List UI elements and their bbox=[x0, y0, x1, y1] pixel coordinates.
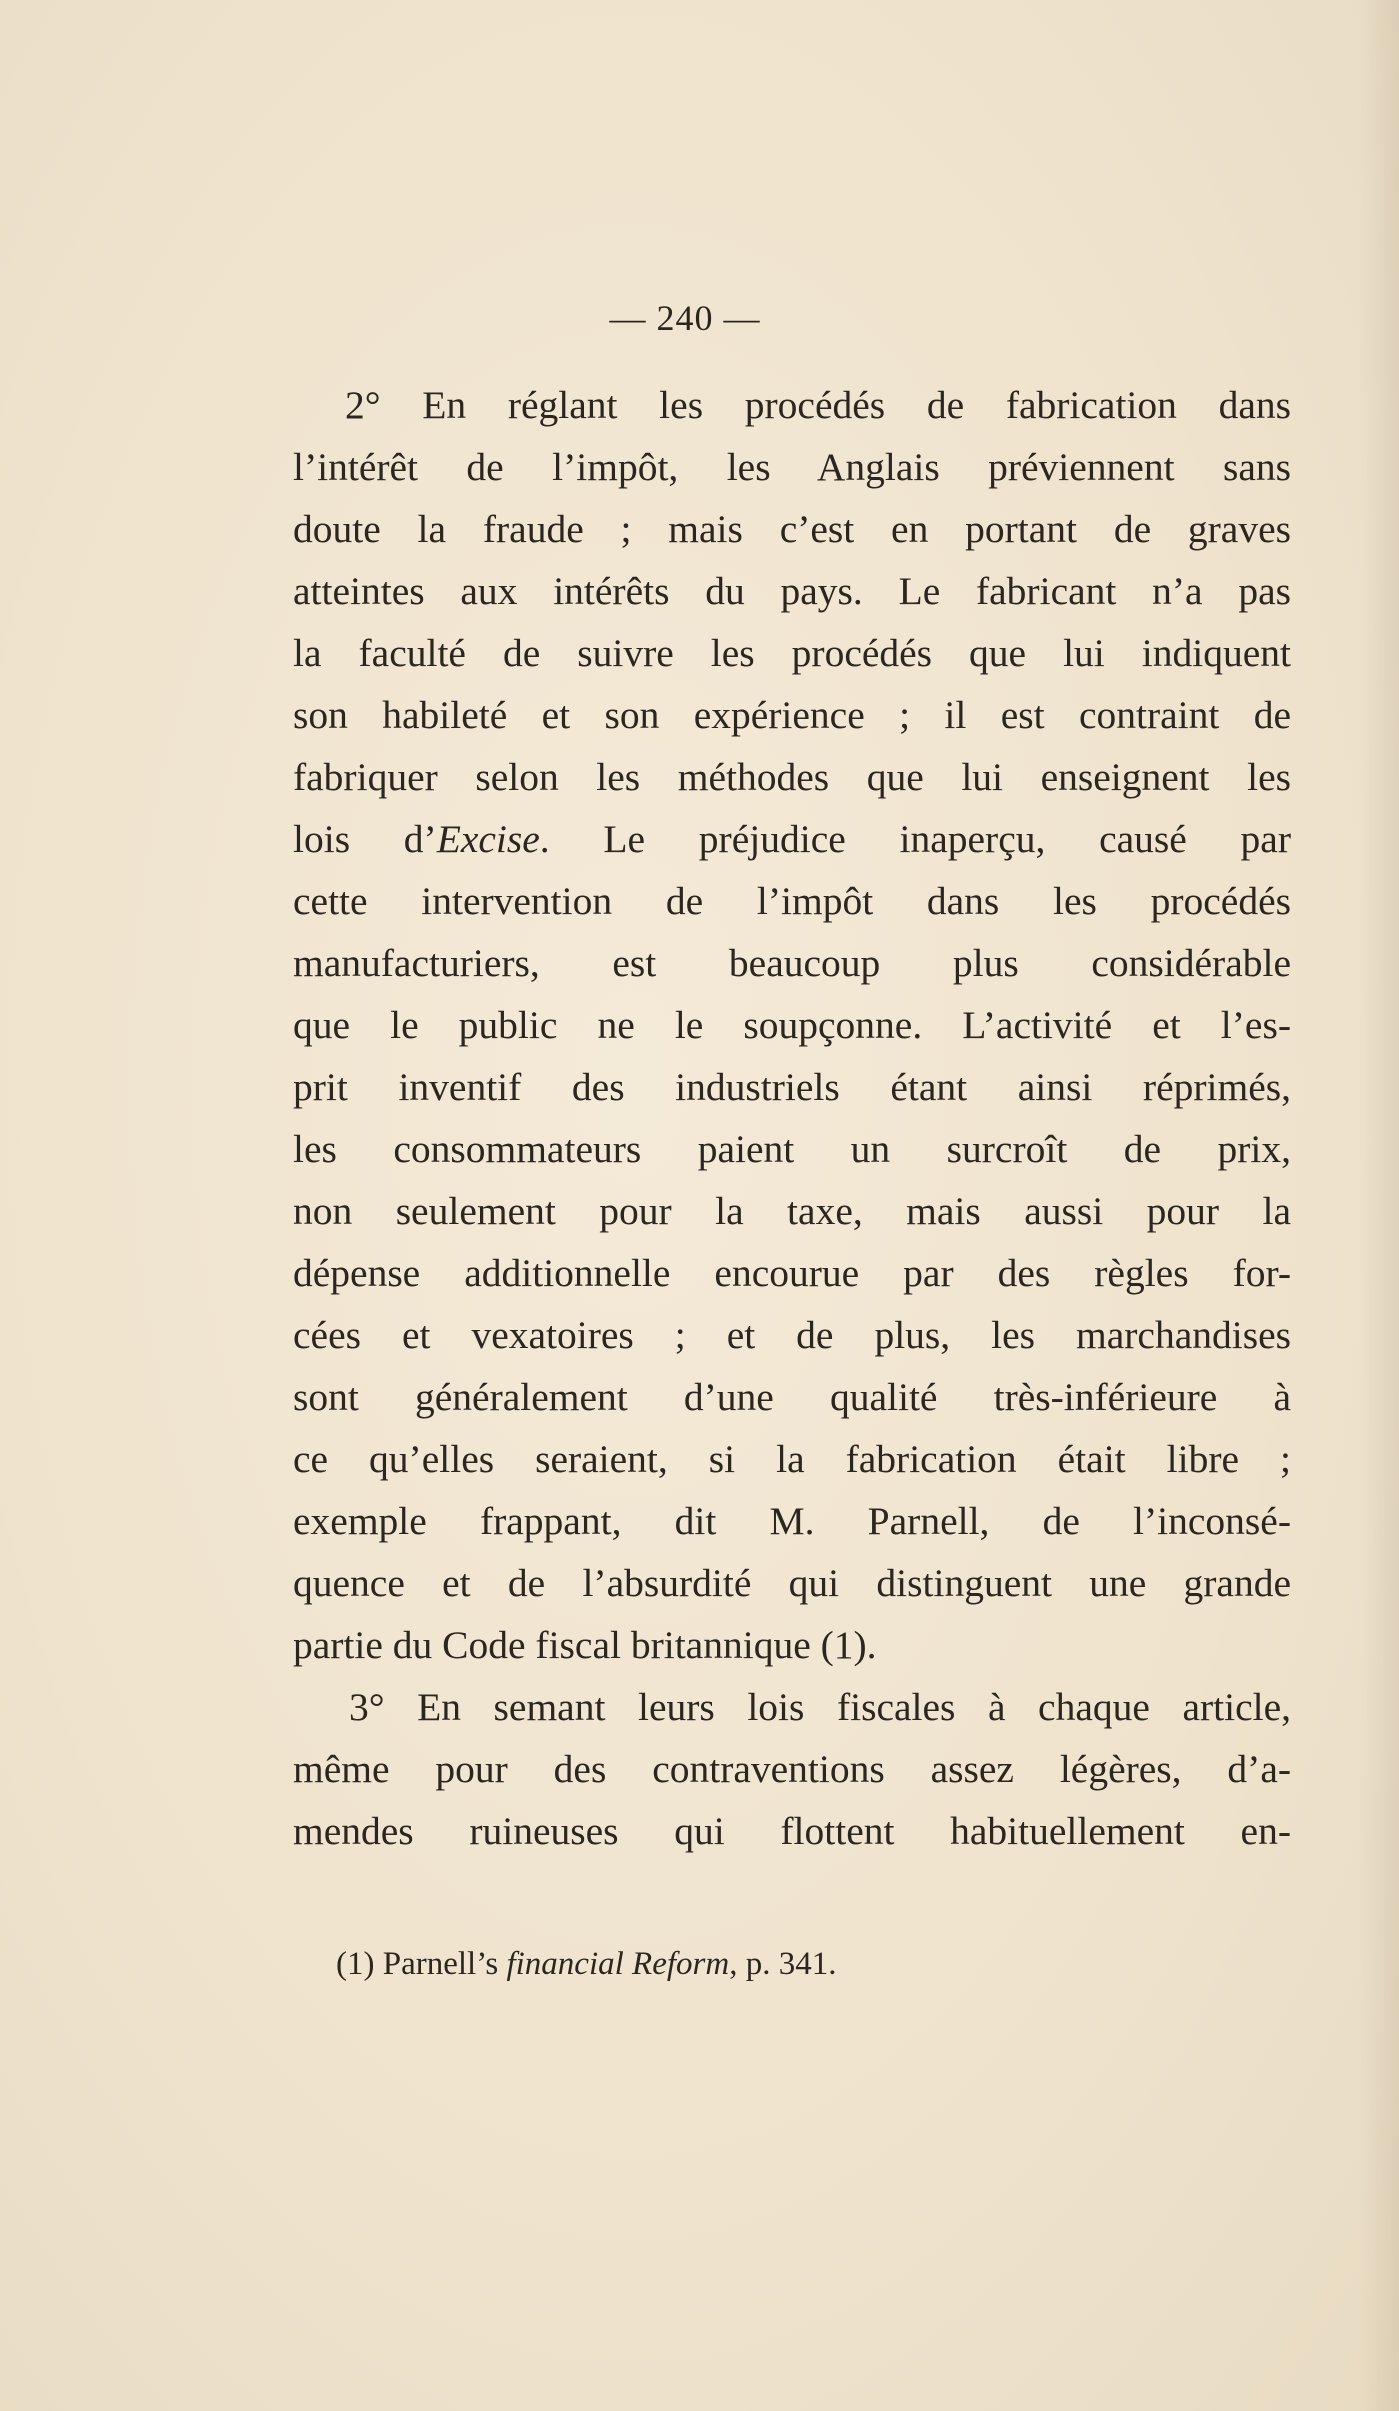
text-line: exemple frappant, dit M. Parnell, de l’inconsé- bbox=[293, 1499, 1291, 1543]
footnote-title: financial Reform bbox=[506, 1946, 730, 1982]
text-line: atteintes aux intérêts du pays. Le fabricant n’a pas bbox=[293, 569, 1291, 613]
text-line: 2° En réglant les procédés de fabrication dans bbox=[345, 383, 1291, 427]
body-text bbox=[293, 374, 1291, 1862]
text-line: les consommateurs paient un surcroît de prix, bbox=[293, 1127, 1291, 1171]
footnote-marker: (1) Parnell’s bbox=[336, 1946, 507, 1982]
text-line: que le public ne le soupçonne. L’activité et l’es- bbox=[293, 1003, 1291, 1047]
text-line: non seulement pour la taxe, mais aussi pour la bbox=[293, 1189, 1291, 1233]
text-line: l’intérêt de l’impôt, les Anglais préviennent sans bbox=[293, 445, 1291, 489]
text-line: même pour des contraventions assez légères, d’a- bbox=[293, 1747, 1291, 1791]
page-edge-shadow bbox=[1359, 0, 1399, 2411]
text-fragment: . Le préjudice inaperçu, causé par bbox=[539, 817, 1291, 861]
text-line: fabriquer selon les méthodes que lui enseignent les bbox=[293, 755, 1291, 799]
text-line: ce qu’elles seraient, si la fabrication était libre ; bbox=[293, 1437, 1291, 1481]
text-line: sont généralement d’une qualité très-inférieure à bbox=[293, 1375, 1291, 1419]
italic-word-excise: Excise bbox=[436, 817, 540, 861]
text-line: partie du Code fiscal britannique (1). bbox=[293, 1623, 877, 1667]
text-line: prit inventif des industriels étant ainsi réprimés, bbox=[293, 1065, 1291, 1109]
footnote bbox=[336, 1942, 836, 1986]
text-line: manufacturiers, est beaucoup plus considérable bbox=[293, 941, 1291, 985]
text-line: 3° En semant leurs lois fiscales à chaque article, bbox=[349, 1685, 1291, 1729]
text-line: la faculté de suivre les procédés que lui indiquent bbox=[293, 631, 1291, 675]
page-number: — 240 — bbox=[609, 298, 761, 338]
footnote-page-ref: , p. 341. bbox=[729, 1946, 837, 1982]
text-line: cette intervention de l’impôt dans les procédés bbox=[293, 879, 1291, 923]
text-line: son habileté et son expérience ; il est contraint de bbox=[293, 693, 1291, 737]
text-fragment: lois d’ bbox=[293, 817, 437, 861]
text-line: cées et vexatoires ; et de plus, les marchandises bbox=[293, 1313, 1291, 1357]
text-line: quence et de l’absurdité qui distinguent une grande bbox=[293, 1561, 1291, 1605]
text-line: dépense additionnelle encourue par des règles for- bbox=[293, 1251, 1291, 1295]
text-line-with-italic bbox=[293, 808, 1291, 870]
text-line: mendes ruineuses qui flottent habituellement en- bbox=[293, 1809, 1291, 1853]
text-line: doute la fraude ; mais c’est en portant de graves bbox=[293, 507, 1291, 551]
